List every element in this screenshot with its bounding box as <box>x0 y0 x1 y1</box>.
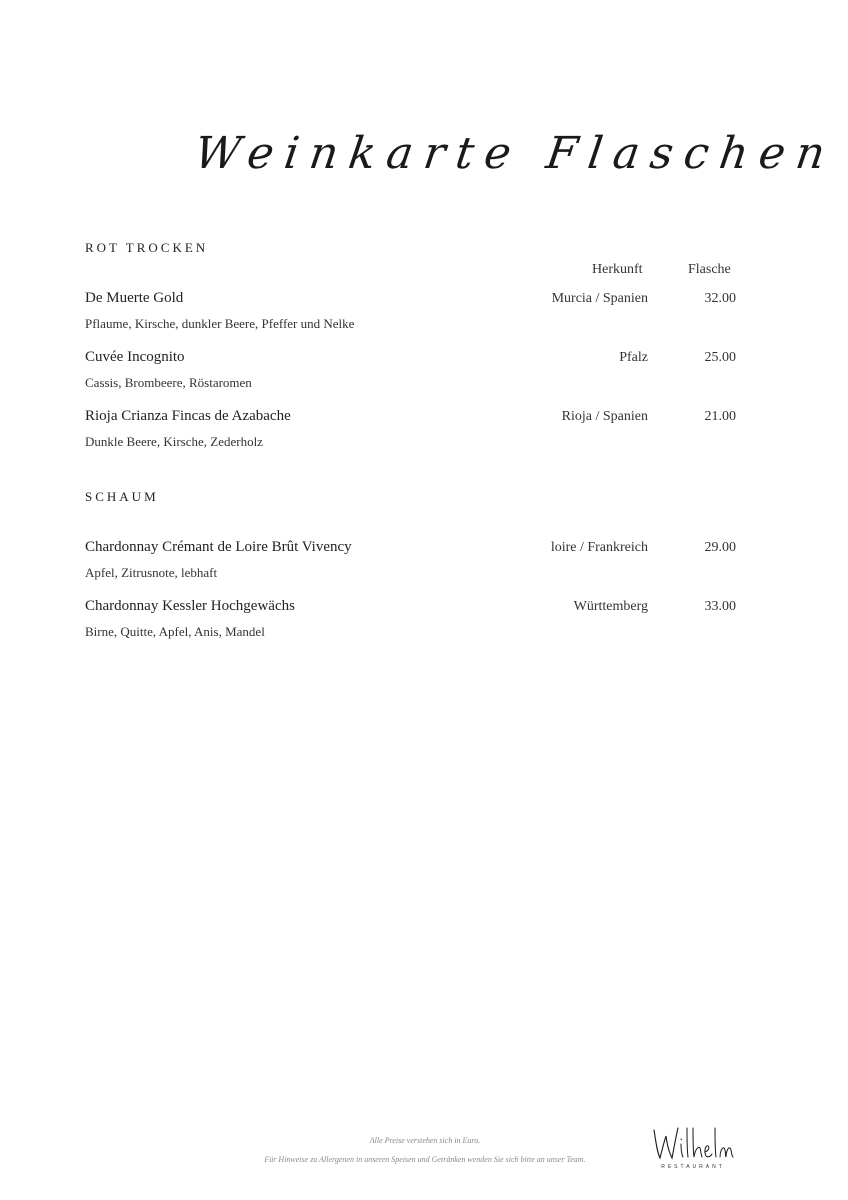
logo-script-icon <box>648 1122 738 1166</box>
wine-item <box>85 598 737 646</box>
wine-origin: Murcia / Spanien <box>551 291 648 306</box>
wine-price: 32.00 <box>704 291 736 306</box>
column-header-origin: Herkunft <box>592 262 643 277</box>
column-header-price: Flasche <box>688 262 731 277</box>
wine-name: Chardonnay Crémant de Loire Brût Vivency <box>85 539 352 555</box>
wine-price: 33.00 <box>704 599 736 614</box>
wine-item <box>85 539 737 587</box>
wine-price: 25.00 <box>704 350 736 365</box>
wine-name: De Muerte Gold <box>85 290 184 306</box>
wine-notes: Cassis, Brombeere, Röstaromen <box>85 375 252 390</box>
restaurant-logo <box>648 1122 738 1178</box>
wine-item <box>85 408 737 456</box>
wine-notes: Birne, Quitte, Apfel, Anis, Mandel <box>85 624 265 639</box>
wine-notes: Pflaume, Kirsche, dunkler Beere, Pfeffer und Nelke <box>85 316 355 331</box>
wine-item <box>85 349 737 397</box>
footer-price-note: Alle Preise verstehen sich in Euro. <box>369 1136 481 1145</box>
wine-item <box>85 290 737 338</box>
wine-notes: Apfel, Zitrusnote, lebhaft <box>85 565 218 580</box>
section-title-rot-trocken: ROT TROCKEN <box>85 240 209 255</box>
footer-allergen-note: Für Hinweise zu Allergenen in unseren Speisen und Getränken wenden Sie sich bitte an unser Team. <box>264 1155 586 1164</box>
wine-notes: Dunkle Beere, Kirsche, Zederholz <box>85 434 263 449</box>
wine-price: 21.00 <box>704 409 736 424</box>
page-title-text: Weinkarte Flaschen <box>191 128 840 179</box>
section-title-schaum: SCHAUM <box>85 489 159 504</box>
wine-origin: Rioja / Spanien <box>561 409 648 424</box>
logo-subtitle: RESTAURANT <box>661 1164 725 1170</box>
wine-origin: Pfalz <box>619 350 648 365</box>
wine-name: Rioja Crianza Fincas de Azabache <box>85 408 291 424</box>
wine-name: Cuvée Incognito <box>85 349 185 365</box>
wine-origin: Württemberg <box>573 599 648 614</box>
wine-price: 29.00 <box>704 540 736 555</box>
page-title <box>191 118 840 198</box>
wine-origin: loire / Frankreich <box>550 540 648 555</box>
wine-name: Chardonnay Kessler Hochgewächs <box>85 598 295 614</box>
